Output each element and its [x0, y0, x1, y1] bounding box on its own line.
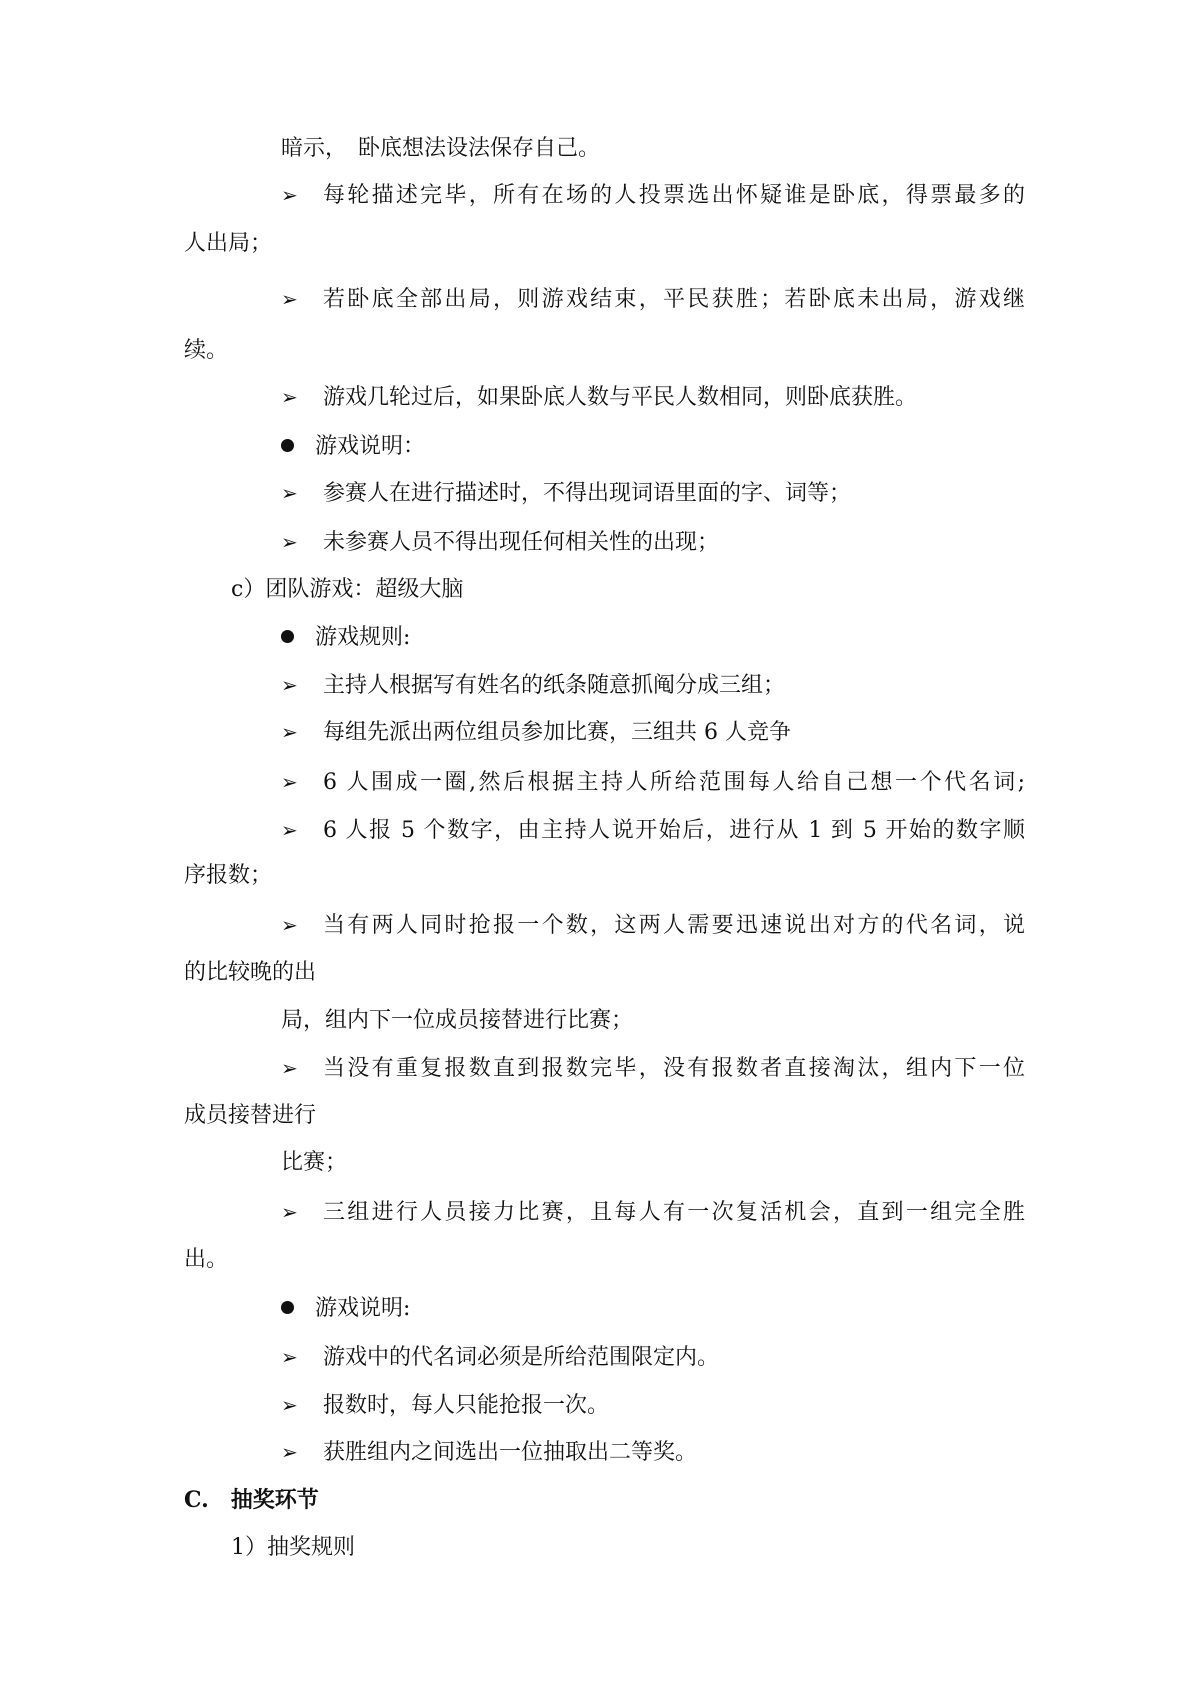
list-item [281, 1053, 1025, 1084]
bullet-dot-icon [281, 432, 315, 462]
text-line: 局，组内下一位成员接替进行比赛； [281, 1008, 634, 1033]
arrow-bullet-icon: ➢ [281, 385, 298, 409]
arrow-bullet-icon: ➢ [281, 1393, 298, 1417]
list-item-text: 参赛人在进行描述时，不得出现词语里面的字、词等； [323, 481, 852, 506]
arrow-bullet-icon: ➢ [281, 1056, 298, 1080]
list-item [281, 1197, 1025, 1228]
text-line: 序报数； [184, 863, 273, 888]
arrow-bullet-icon: ➢ [281, 1200, 298, 1224]
section-heading: C. 抽奖环节 [184, 1487, 319, 1513]
list-item [281, 910, 1025, 941]
arrow-bullet-icon: ➢ [281, 720, 298, 744]
text-line: 人出局； [184, 231, 273, 256]
bullet-heading-text: 游戏说明： [315, 434, 426, 459]
bullet-heading [281, 432, 425, 462]
list-item-text: 6 人报 5 个数字，由主持人说开始后，进行从 1 到 5 开始的数字顺 [323, 818, 1025, 843]
list-item [281, 382, 917, 413]
arrow-bullet-icon: ➢ [281, 530, 298, 554]
list-item-text: 三组进行人员接力比赛，且每人有一次复活机会，直到一组完全胜 [323, 1200, 1025, 1225]
list-item [281, 478, 851, 509]
bullet-dot-icon [281, 623, 315, 653]
list-item [281, 1342, 719, 1373]
arrow-bullet-icon: ➢ [281, 770, 298, 794]
bullet-dot-icon [281, 1294, 315, 1324]
list-item-text: 游戏中的代名词必须是所给范围限定内。 [323, 1345, 720, 1370]
arrow-bullet-icon: ➢ [281, 1345, 298, 1369]
list-item-text: 报数时，每人只能抢报一次。 [323, 1393, 610, 1418]
list-item [281, 767, 1025, 798]
arrow-bullet-icon: ➢ [281, 913, 298, 937]
list-item [281, 1437, 697, 1468]
bullet-heading-text: 游戏规则: [315, 625, 411, 650]
list-item-text: 当有两人同时抢报一个数，这两人需要迅速说出对方的代名词，说 [323, 913, 1025, 938]
text-line: 续。 [184, 338, 229, 363]
arrow-bullet-icon: ➢ [281, 287, 298, 311]
bullet-heading [281, 623, 410, 653]
list-item-text: 每轮描述完毕，所有在场的人投票选出怀疑谁是卧底，得票最多的 [323, 183, 1025, 208]
list-item [281, 670, 785, 701]
section-heading: c）团队游戏：超级大脑 [231, 577, 464, 602]
arrow-bullet-icon: ➢ [281, 818, 298, 842]
arrow-bullet-icon: ➢ [281, 481, 298, 505]
list-item-text: 当没有重复报数直到报数完毕，没有报数者直接淘汰，组内下一位 [323, 1056, 1025, 1081]
list-item [281, 527, 719, 558]
bullet-heading [281, 1294, 410, 1324]
subsection-heading: 1）抽奖规则 [231, 1535, 355, 1560]
list-item-text: 6 人围成一圈,然后根据主持人所给范围每人给自己想一个代名词; [323, 770, 1025, 795]
list-item-text: 未参赛人员不得出现任何相关性的出现； [323, 530, 720, 555]
list-item-text: 主持人根据写有姓名的纸条随意抓阄分成三组； [323, 673, 786, 698]
bullet-heading-text: 游戏说明: [315, 1296, 411, 1321]
text-line: 成员接替进行 [184, 1103, 317, 1128]
list-item-text: 获胜组内之间选出一位抽取出二等奖。 [323, 1440, 698, 1465]
text-line: 比赛； [281, 1150, 348, 1175]
text-line: 的比较晚的出 [184, 960, 317, 985]
text-line: 出。 [184, 1247, 229, 1272]
arrow-bullet-icon: ➢ [281, 673, 298, 697]
list-item-text: 每组先派出两位组员参加比赛，三组共 6 人竞争 [323, 720, 791, 745]
arrow-bullet-icon: ➢ [281, 183, 298, 207]
list-item-text: 游戏几轮过后，如果卧底人数与平民人数相同，则卧底获胜。 [323, 385, 918, 410]
list-item [281, 284, 1025, 315]
list-item [281, 717, 791, 748]
text-line: 暗示， 卧底想法设法保存自己。 [281, 136, 601, 161]
list-item [281, 815, 1025, 846]
arrow-bullet-icon: ➢ [281, 1440, 298, 1464]
list-item-text: 若卧底全部出局，则游戏结束，平民获胜；若卧底未出局，游戏继 [323, 287, 1025, 312]
list-item [281, 1390, 609, 1421]
list-item [281, 180, 1025, 211]
